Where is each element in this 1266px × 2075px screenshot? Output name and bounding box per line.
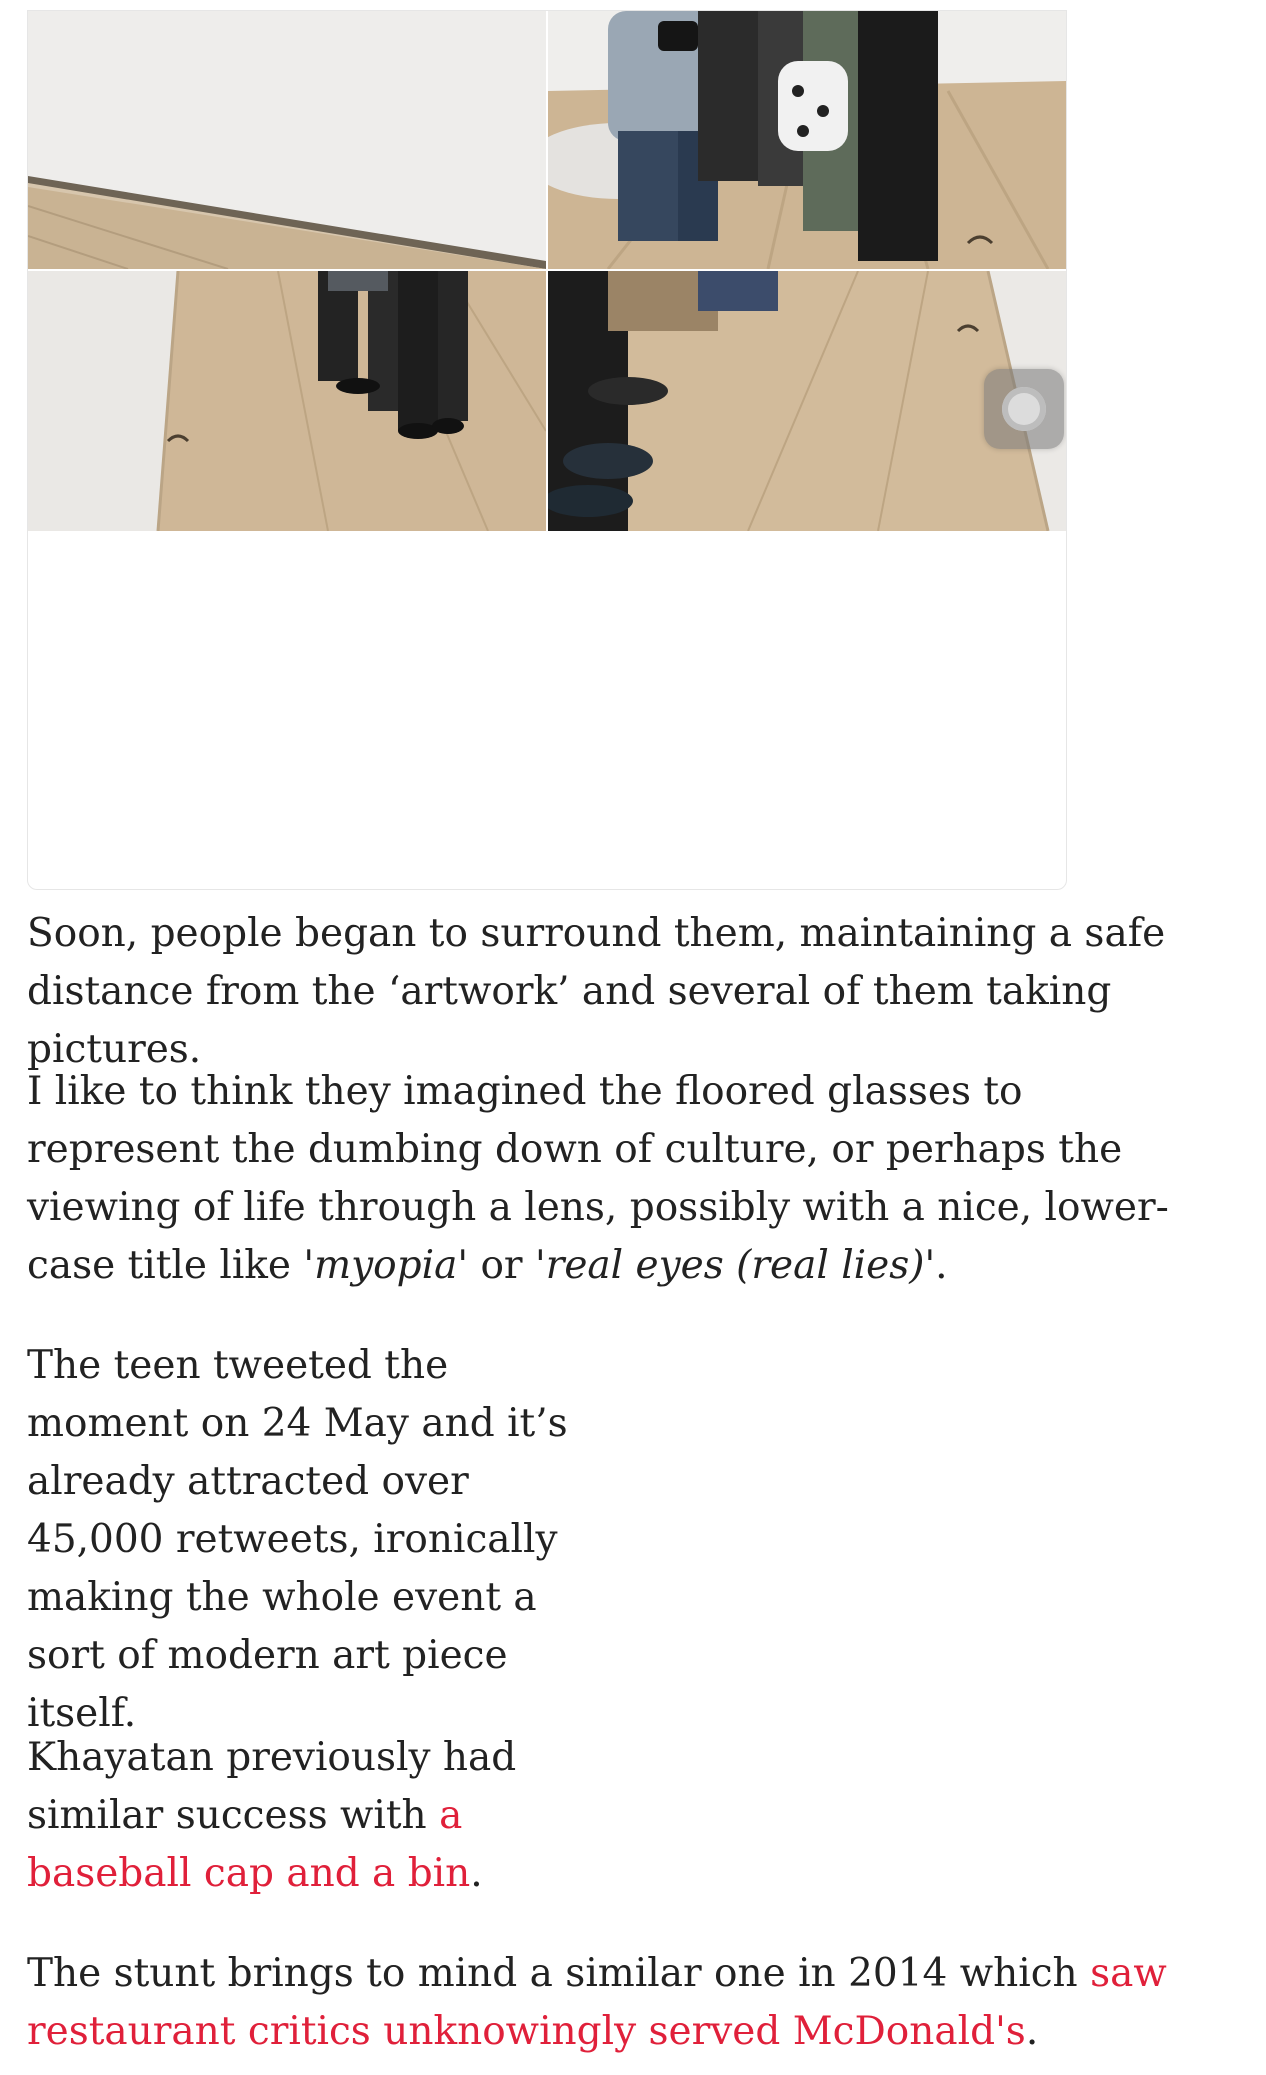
- p2-text-after: '.: [924, 1243, 948, 1288]
- baseball-cap-link[interactable]: a baseball cap and a bin: [27, 1793, 471, 1896]
- p4-text-before: Khayatan previously had similar success with: [27, 1735, 517, 1838]
- paragraph-crowd-surround: Soon, people began to surround them, maintaining a safe distance from the ‘artwork’ and several of them taking pictures.: [27, 911, 1166, 1072]
- paragraph-stunt-2014: [27, 1945, 1207, 2061]
- p2-title-real-eyes: real eyes (real lies): [545, 1243, 925, 1288]
- paragraph-tweet-stats: The teen tweeted the moment on 24 May and it’s already attracted over 45,000 retweets, ironically making the whole event a sort of modern art piece itself.: [27, 1343, 568, 1736]
- crowd-image: [548, 11, 1067, 269]
- p4-text-after: .: [470, 1851, 483, 1896]
- record-icon: [1002, 387, 1046, 431]
- media-record-button[interactable]: [984, 369, 1064, 449]
- legs-image: [28, 271, 546, 531]
- photo-legs[interactable]: [28, 271, 546, 531]
- p2-text-mid: ' or ': [457, 1243, 546, 1288]
- p2-text-before: I like to think they imagined the floored glasses to represent the dumbing down of culture, or perhaps the viewing of life through a lens, possibly with a nice, lower-case title like ': [27, 1069, 1169, 1288]
- paragraph-interpretation: [27, 1063, 1207, 1295]
- mcdonalds-critics-link[interactable]: saw restaurant critics unknowingly served McDonald's: [27, 1951, 1167, 2054]
- photo-grid: [28, 11, 1067, 531]
- photo-gallery-wall[interactable]: [28, 11, 546, 269]
- gallery-wall-image: [28, 11, 546, 269]
- paragraph-previous-success: [27, 1729, 587, 1903]
- p5-text-before: The stunt brings to mind a similar one in 2014 which: [27, 1951, 1091, 1996]
- p5-text-after: .: [1025, 2009, 1039, 2054]
- p2-title-myopia: myopia: [314, 1243, 458, 1288]
- photo-crowd[interactable]: [548, 11, 1067, 269]
- embedded-tweet-card[interactable]: [27, 10, 1067, 890]
